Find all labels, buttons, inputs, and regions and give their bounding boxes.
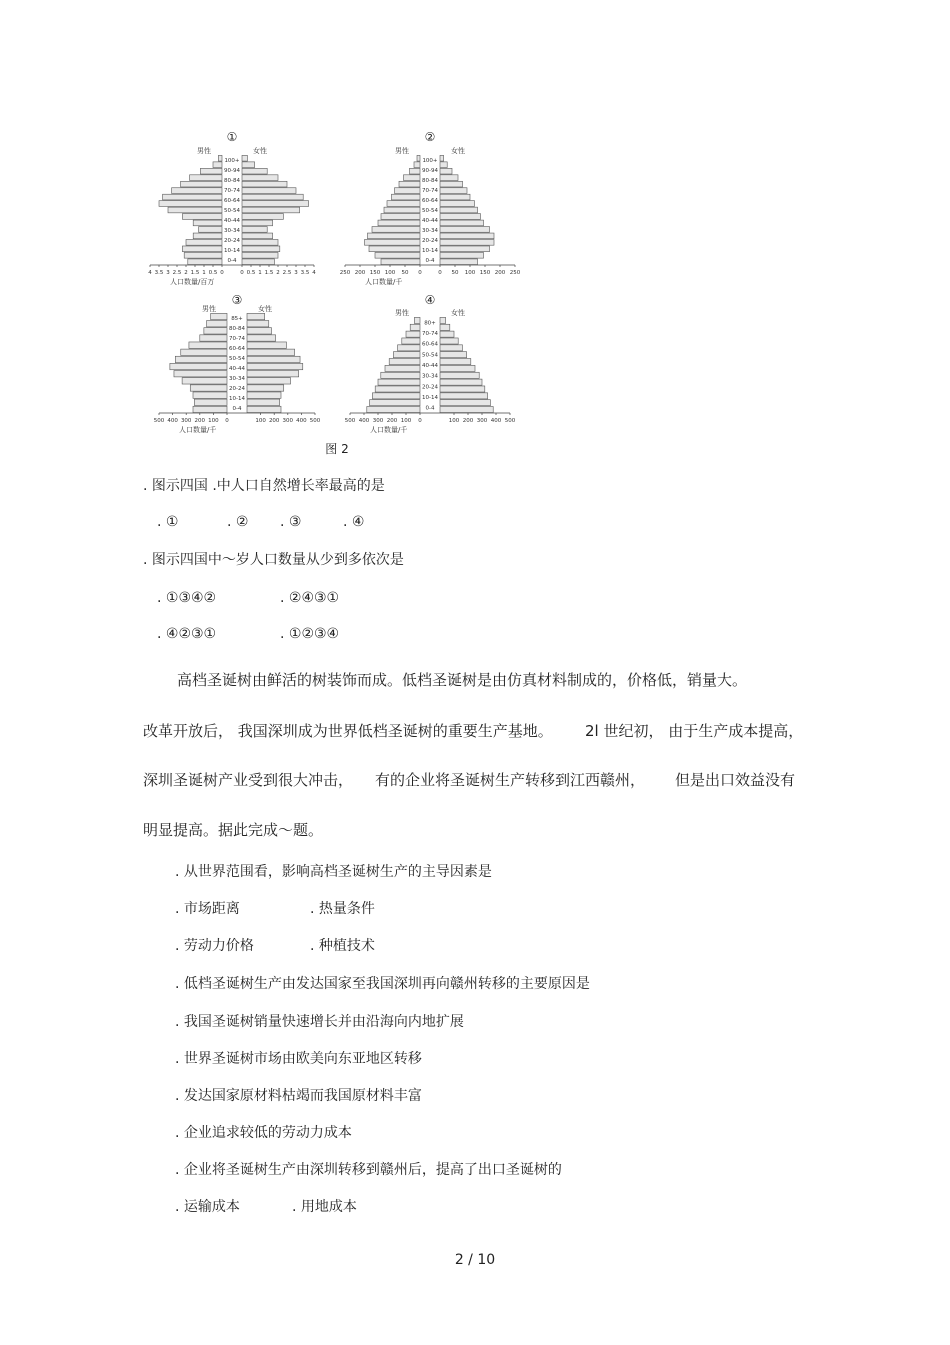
x-tick-label: 200 (494, 270, 506, 276)
pyramid-bar-female (440, 407, 493, 413)
x-tick-label: 0 (418, 270, 422, 276)
q4-option-c[interactable]: . 发达国家原材料枯竭而我国原材料丰富 (175, 1088, 422, 1104)
pyramid-bar-female (247, 406, 281, 412)
x-tick-label: 0 (220, 270, 224, 276)
pyramid-bar-female (440, 194, 470, 200)
x-tick-label: 100 (464, 270, 476, 276)
q2-option-c[interactable]: . ④②③① (157, 626, 217, 642)
x-tick-label: 4 (148, 270, 152, 276)
pyramid-bar-female (440, 352, 467, 358)
q3-option-d[interactable]: . 种植技术 (310, 938, 375, 954)
pyramid-bar-female (242, 188, 296, 194)
x-tick-label: 0.5 (208, 270, 218, 276)
q1-option-d[interactable]: . ④ (343, 514, 365, 530)
pyramid-bar-female (247, 328, 271, 334)
x-tick-label: 100 (400, 418, 412, 424)
pyramid-bar-female (247, 356, 300, 362)
x-tick-label: 500 (344, 418, 356, 424)
age-label: 60-64 (224, 198, 240, 204)
pyramid-figure-svg (140, 125, 540, 460)
pyramid-bar-male (395, 188, 421, 194)
q3-option-b[interactable]: . 热量条件 (310, 901, 375, 917)
female-label: 女性 (253, 147, 267, 155)
age-label: 50-54 (422, 208, 438, 214)
pyramid-bar-male (381, 214, 420, 220)
pyramid-bar-male (190, 385, 227, 391)
age-label: 60-64 (422, 198, 438, 204)
pyramid-bar-male (369, 246, 420, 252)
pyramid-bar-female (440, 317, 446, 323)
age-label: 30-34 (422, 373, 438, 380)
pyramid-bar-male (387, 201, 420, 207)
x-tick-label: 250 (339, 270, 351, 276)
pyramid-bar-male (211, 313, 227, 319)
x-tick-label: 400 (490, 418, 502, 424)
pyramid-bar-female (247, 335, 276, 341)
male-label: 男性 (395, 147, 409, 155)
pyramid-bar-male (213, 162, 222, 168)
age-label: 80+ (424, 320, 436, 327)
pyramid-bar-male (174, 371, 227, 377)
q2-option-a[interactable]: . ①③④② (157, 590, 217, 606)
x-tick-label: 100 (448, 418, 460, 424)
x-tick-label: 2.5 (282, 270, 292, 276)
pyramid-bar-male (398, 345, 420, 351)
x-tick-label: 150 (369, 270, 381, 276)
pyramid-bar-male (370, 400, 420, 406)
pyramid-bar-female (242, 252, 278, 258)
passage-line-3a: 深圳圣诞树产业受到很大冲击， (143, 771, 354, 789)
x-tick-label: 2.5 (172, 270, 182, 276)
pyramid-bar-male (414, 162, 420, 168)
pyramid-bar-male (170, 363, 227, 369)
x-tick-label: 400 (296, 418, 307, 424)
pyramid-bar-male (199, 227, 222, 233)
x-tick-label: 500 (504, 418, 516, 424)
x-axis-label: 人口数量/百万 (170, 278, 215, 286)
age-label: 80-84 (224, 178, 240, 184)
pyramid-bar-male (193, 406, 227, 412)
q5-stem: . 企业将圣诞树生产由深圳转移到赣州后，提高了出口圣诞树的 (175, 1162, 562, 1178)
q1-option-a[interactable]: . ① (157, 514, 179, 530)
pyramid-bar-female (242, 181, 287, 187)
pyramid-bar-male (399, 181, 420, 187)
pyramid-bar-male (414, 317, 420, 323)
pyramid-bar-male (181, 181, 222, 187)
pyramid-bar-male (372, 393, 420, 399)
x-tick-label: 200 (386, 418, 398, 424)
pyramid-bar-female (242, 214, 283, 220)
pyramid-bar-male (186, 240, 222, 246)
pyramid-bar-female (242, 155, 247, 161)
q1-option-b[interactable]: . ② (227, 514, 249, 530)
pyramid-bar-female (440, 233, 494, 239)
q5-option-a[interactable]: . 运输成本 (175, 1199, 240, 1215)
age-label: 100+ (224, 158, 240, 164)
passage-line-3c: 但是出口效益没有 (675, 771, 796, 789)
q3-option-a[interactable]: . 市场距离 (175, 901, 240, 917)
x-tick-label: 100 (208, 418, 219, 424)
x-axis-label: 人口数量/千 (179, 426, 217, 434)
pyramid-bar-female (440, 168, 452, 174)
age-label: 20-24 (229, 386, 245, 392)
pyramid-bar-female (242, 207, 300, 213)
pyramid-bar-male (417, 155, 420, 161)
x-tick-label: 300 (282, 418, 294, 424)
age-label: 50-54 (229, 356, 245, 362)
pyramid-bar-female (242, 162, 255, 168)
passage-line-2a: 改革开放后， 我国深圳成为世界低档圣诞树的重要生产基地。 (143, 722, 553, 740)
chart-number: ④ (424, 293, 436, 307)
pyramid-bar-male (172, 188, 222, 194)
pyramid-bar-male (381, 259, 420, 265)
x-tick-label: 3 (166, 270, 170, 276)
x-tick-label: 500 (309, 418, 321, 424)
population-pyramids-figure (140, 125, 540, 460)
pyramid-bar-female (242, 168, 267, 174)
x-tick-label: 3 (294, 270, 298, 276)
pyramid-bar-male (159, 201, 222, 207)
pyramid-bar-male (406, 331, 420, 337)
pyramid-bar-female (440, 188, 467, 194)
pyramid-bar-female (440, 393, 488, 399)
pyramid-bar-male (402, 338, 420, 344)
pyramid-bar-male (207, 321, 227, 327)
q1-option-c[interactable]: . ③ (280, 514, 302, 530)
q1-stem: . 图示四国 .中人口自然增长率最高的是 (143, 478, 385, 494)
age-label: 30-34 (422, 228, 438, 234)
pyramid-bar-male (367, 407, 420, 413)
pyramid-bar-male (175, 356, 227, 362)
passage-line-4: 明显提高。据此完成～题。 (143, 821, 324, 839)
pyramid-bar-male (384, 207, 420, 213)
passage-line-2b: 2l 世纪初， 由于生产成本提高， (585, 722, 804, 740)
pyramid-bar-female (242, 259, 274, 265)
pyramid-bar-male (378, 220, 420, 226)
x-tick-label: 1.5 (264, 270, 274, 276)
x-tick-label: 3.5 (154, 270, 164, 276)
age-label: 70-74 (422, 188, 438, 194)
pyramid-bar-female (440, 331, 454, 337)
age-label: 10-14 (224, 248, 240, 254)
age-label: 30-34 (224, 228, 240, 234)
age-label: 40-44 (224, 218, 240, 224)
pyramid-bar-male (163, 194, 222, 200)
pyramid-bar-female (247, 392, 281, 398)
male-label: 男性 (202, 305, 216, 313)
age-label: 40-44 (229, 366, 245, 372)
x-tick-label: 2 (276, 270, 280, 276)
pyramid-bar-female (247, 349, 295, 355)
age-label: 0-4 (227, 258, 237, 264)
pyramid-bar-female (242, 194, 303, 200)
x-tick-label: 200 (194, 418, 206, 424)
pyramid-bar-female (247, 342, 286, 348)
pyramid-bar-male (182, 246, 222, 252)
pyramid-bar-female (242, 246, 280, 252)
female-label: 女性 (451, 147, 465, 155)
pyramid-bar-male (393, 352, 420, 358)
q5-option-b[interactable]: . 用地成本 (292, 1199, 357, 1215)
age-label: 60-64 (422, 341, 438, 348)
male-label: 男性 (395, 309, 409, 317)
age-label: 0-4 (425, 258, 435, 264)
pyramid-bar-male (182, 214, 222, 220)
chart-number: ③ (231, 293, 243, 307)
x-tick-label: 50 (451, 270, 459, 276)
q3-stem: . 从世界范围看，影响高档圣诞树生产的主导因素是 (175, 864, 492, 880)
pyramid-bar-female (242, 175, 278, 181)
age-label: 50-54 (224, 208, 240, 214)
x-tick-label: 0 (240, 270, 244, 276)
x-tick-label: 0 (225, 418, 229, 424)
pyramid-bar-female (440, 181, 463, 187)
age-label: 85+ (231, 316, 243, 322)
pyramid-bar-male (410, 324, 420, 330)
pyramid-bar-female (440, 252, 484, 258)
age-label: 0-4 (425, 405, 435, 412)
pyramid-bar-male (392, 194, 421, 200)
x-axis-label: 人口数量/千 (365, 278, 403, 286)
pyramid-bar-male (181, 349, 227, 355)
pyramid-bar-male (188, 259, 222, 265)
x-tick-label: 300 (372, 418, 384, 424)
pyramid-bar-female (247, 378, 291, 384)
pyramid-bar-male (182, 378, 227, 384)
age-label: 20-24 (224, 238, 240, 244)
x-tick-label: 400 (358, 418, 370, 424)
x-tick-label: 150 (479, 270, 491, 276)
x-tick-label: 100 (255, 418, 266, 424)
age-label: 30-34 (229, 376, 245, 382)
x-tick-label: 500 (153, 418, 165, 424)
figure-caption: 图 2 (325, 442, 349, 456)
female-label: 女性 (258, 305, 272, 313)
x-tick-label: 4 (312, 270, 316, 276)
age-label: 80-84 (422, 178, 438, 184)
age-label: 80-84 (229, 326, 245, 332)
q4-option-a[interactable]: . 我国圣诞树销量快速增长并由沿海向内地扩展 (175, 1014, 464, 1030)
age-label: 10-14 (422, 395, 438, 401)
pyramid-bar-female (440, 162, 447, 168)
pyramid-bar-male (193, 220, 222, 226)
passage-line-3b: 有的企业将圣诞树生产转移到江西赣州， (375, 771, 646, 789)
age-label: 70-74 (224, 188, 240, 194)
pyramid-bar-female (247, 399, 280, 405)
age-label: 20-24 (422, 384, 438, 391)
pyramid-bar-female (247, 313, 265, 319)
x-tick-label: 0 (418, 418, 422, 424)
q2-option-b[interactable]: . ②④③① (280, 590, 340, 606)
age-label: 70-74 (229, 336, 245, 342)
pyramid-bar-male (190, 175, 222, 181)
pyramid-bar-female (247, 321, 269, 327)
pyramid-bar-female (242, 233, 273, 239)
age-label: 70-74 (422, 331, 438, 337)
pyramid-bar-male (200, 168, 222, 174)
x-tick-label: 100 (384, 270, 396, 276)
pyramid-bar-female (440, 338, 458, 344)
age-label: 10-14 (229, 396, 245, 402)
pyramid-bar-female (440, 379, 482, 385)
pyramid-bar-male (204, 328, 227, 334)
pyramid-bar-female (242, 227, 267, 233)
pyramid-bar-male (184, 252, 222, 258)
pyramid-bar-male (381, 372, 420, 378)
x-tick-label: 250 (509, 270, 521, 276)
pyramid-bar-female (440, 201, 475, 207)
q4-option-d[interactable]: . 企业追求较低的劳动力成本 (175, 1125, 352, 1141)
pyramid-bar-male (189, 342, 227, 348)
chart-number: ① (226, 130, 238, 144)
age-label: 40-44 (422, 218, 438, 224)
pyramid-bar-male (168, 207, 222, 213)
pyramid-bar-female (440, 220, 484, 226)
q2-stem: . 图示四国中～岁人口数量从少到多依次是 (143, 552, 404, 568)
pyramid-bar-female (440, 386, 485, 392)
pyramid-bar-male (193, 392, 227, 398)
pyramid-bar-male (368, 233, 421, 239)
pyramid-bar-female (247, 385, 284, 391)
pyramid-bar-female (440, 246, 490, 252)
pyramid-bar-female (440, 214, 481, 220)
pyramid-bar-female (440, 372, 479, 378)
pyramid-bar-female (247, 371, 299, 377)
x-tick-label: 50 (401, 270, 409, 276)
male-label: 男性 (197, 147, 211, 155)
pyramid-bar-female (440, 227, 490, 233)
pyramid-bar-male (375, 386, 420, 392)
pyramid-bar-male (375, 252, 420, 258)
pyramid-bar-female (440, 207, 478, 213)
pyramid-bar-female (440, 259, 478, 265)
pyramid-bar-female (440, 324, 450, 330)
x-tick-label: 200 (268, 418, 280, 424)
pyramid-bar-female (440, 359, 471, 365)
x-tick-label: 1 (258, 270, 262, 276)
pyramid-bar-male (385, 365, 420, 371)
age-label: 90-94 (422, 168, 438, 174)
pyramid-bar-male (193, 233, 222, 239)
page-number: 2 / 10 (454, 1252, 496, 1268)
passage-line-1: 高档圣诞树由鲜活的树装饰而成。低档圣诞树是由仿真材料制成的，价格低，销量大。 (177, 671, 748, 689)
pyramid-bar-male (404, 175, 421, 181)
x-tick-label: 1.5 (190, 270, 200, 276)
age-label: 0-4 (232, 406, 242, 412)
x-axis-label: 人口数量/千 (370, 426, 408, 434)
pyramid-bar-male (378, 379, 420, 385)
age-label: 40-44 (422, 363, 438, 369)
x-tick-label: 200 (462, 418, 474, 424)
q2-option-d[interactable]: . ①②③④ (280, 626, 340, 642)
pyramid-bar-male (410, 168, 421, 174)
q4-option-b[interactable]: . 世界圣诞树市场由欧美向东亚地区转移 (175, 1051, 422, 1067)
pyramid-bar-male (389, 359, 420, 365)
x-tick-label: 1 (202, 270, 206, 276)
age-label: 60-64 (229, 346, 245, 352)
age-label: 100+ (422, 158, 438, 164)
pyramid-bar-male (194, 399, 227, 405)
x-tick-label: 200 (354, 270, 366, 276)
x-tick-label: 0.5 (246, 270, 256, 276)
pyramid-bar-female (440, 365, 475, 371)
pyramid-bar-female (440, 175, 458, 181)
pyramid-bar-male (372, 227, 420, 233)
pyramid-bar-female (242, 201, 309, 207)
q4-stem: . 低档圣诞树生产由发达国家至我国深圳再向赣州转移的主要原因是 (175, 976, 590, 992)
q3-option-c[interactable]: . 劳动力价格 (175, 938, 254, 954)
age-label: 90-94 (224, 168, 240, 174)
pyramid-bar-female (440, 345, 462, 351)
x-tick-label: 0 (438, 270, 442, 276)
pyramid-bar-female (242, 240, 278, 246)
pyramid-bar-male (200, 335, 227, 341)
pyramid-bar-female (440, 155, 444, 161)
x-tick-label: 300 (180, 418, 192, 424)
x-tick-label: 2 (184, 270, 188, 276)
female-label: 女性 (451, 309, 465, 317)
age-label: 50-54 (422, 352, 438, 359)
pyramid-bar-female (440, 240, 494, 246)
pyramid-bar-female (242, 220, 273, 226)
age-label: 10-14 (422, 248, 438, 254)
pyramid-bar-male (365, 240, 421, 246)
x-tick-label: 400 (167, 418, 178, 424)
pyramid-bar-female (247, 363, 303, 369)
chart-number: ② (424, 130, 436, 144)
x-tick-label: 300 (476, 418, 488, 424)
pyramid-bar-male (218, 155, 222, 161)
age-label: 20-24 (422, 238, 438, 244)
pyramid-bar-female (440, 400, 490, 406)
x-tick-label: 3.5 (300, 270, 310, 276)
